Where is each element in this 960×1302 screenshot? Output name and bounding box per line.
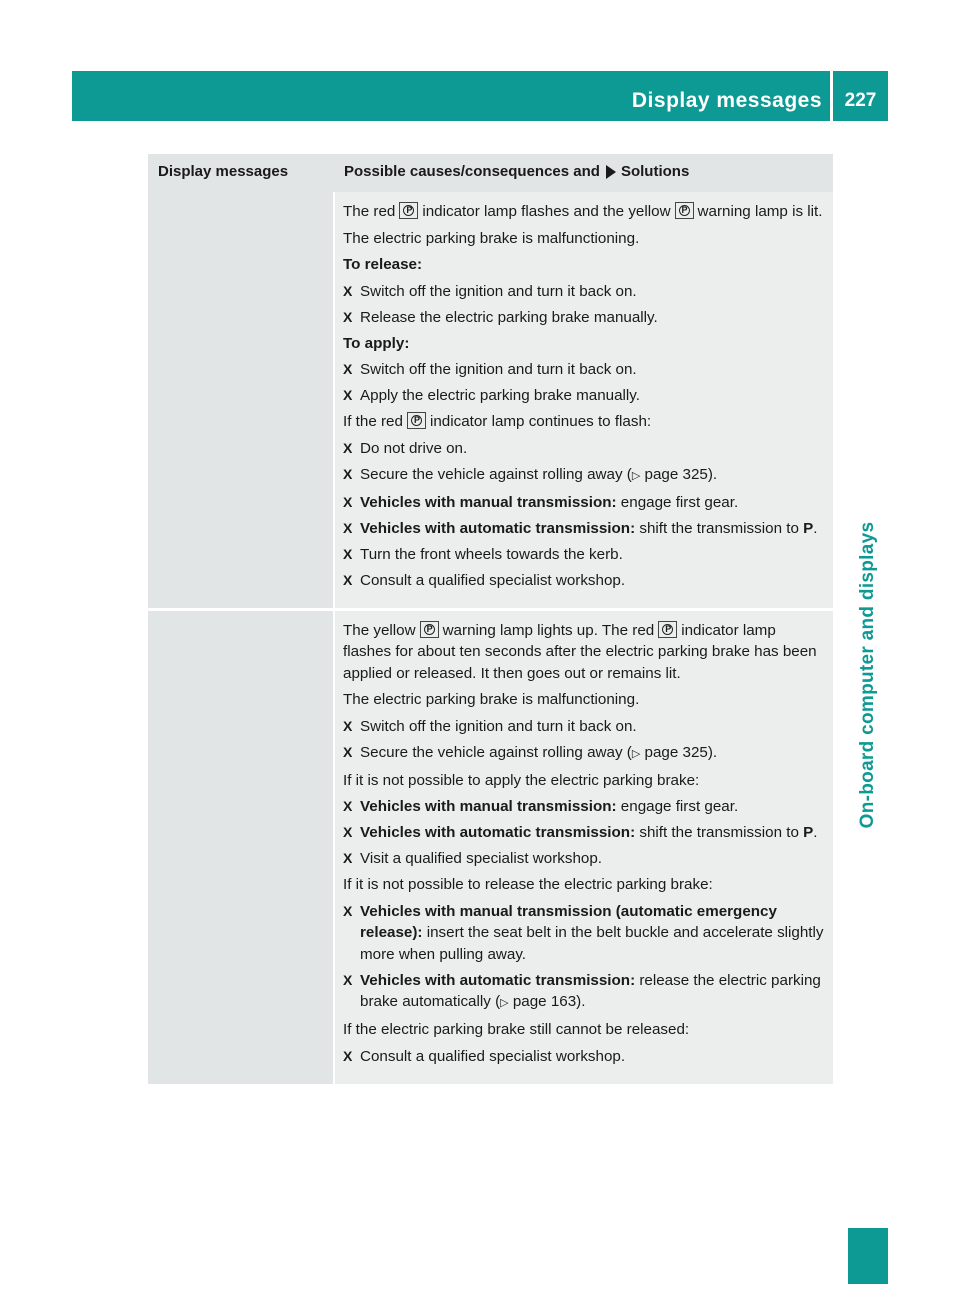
paragraph: If it is not possible to release the electric parking brake:	[343, 876, 713, 893]
apply-heading: To apply:	[343, 334, 410, 352]
paragraph: If the redP indicator lamp continues to flash:	[343, 411, 827, 433]
page-title: Display messages	[631, 89, 822, 112]
step-marker-icon: X	[343, 571, 353, 588]
display-messages-table	[148, 154, 833, 1084]
paragraph: If the electric parking brake still cannot be released:	[343, 1021, 690, 1038]
step-marker-icon: X	[343, 439, 353, 456]
list-item: X Do not drive on.	[343, 438, 827, 460]
paragraph: The electric parking brake is malfunctioning.	[343, 229, 640, 247]
solution-cell	[335, 192, 833, 608]
display-message-cell	[148, 192, 335, 608]
list-item: X Vehicles with automatic transmission: release the electric parking brake automatically (▷ page 163).	[343, 970, 827, 1015]
list-item: X Switch off the ignition and turn it back on.	[343, 281, 827, 303]
list-item: X Secure the vehicle against rolling away (▷ page 325).	[343, 464, 827, 488]
page-reference-link[interactable]: page 325).	[640, 743, 718, 761]
step-marker-icon: X	[343, 493, 353, 510]
step-marker-icon: X	[343, 850, 353, 866]
parking-brake-icon	[420, 621, 439, 638]
column-header-causes: Possible causes/consequences and	[344, 163, 600, 180]
table-row	[148, 608, 833, 1084]
action-arrow-icon	[606, 165, 616, 179]
column-header-solutions-label: Solutions	[620, 163, 690, 180]
step-marker-icon: X	[343, 1047, 353, 1064]
page-reference-arrow-icon: ▷	[500, 997, 509, 1009]
list-item: X Vehicles with manual transmission: engage first gear.	[343, 796, 827, 818]
step-marker-icon: X	[343, 282, 353, 299]
list-item: X Consult a qualified specialist workshop.	[343, 570, 827, 592]
list-item: X Release the electric parking brake manually.	[343, 307, 827, 329]
release-heading: To release:	[343, 256, 423, 273]
step-marker-icon: X	[343, 902, 353, 919]
column-header-solutions	[335, 154, 833, 192]
solution-cell	[335, 611, 833, 1084]
page-reference-arrow-icon: ▷	[631, 469, 641, 482]
list-item: X Vehicles with automatic transmission: shift the transmission to P.	[343, 822, 827, 844]
step-marker-icon: X	[343, 743, 353, 760]
list-item: X Apply the electric parking brake manually.	[343, 385, 827, 407]
step-marker-icon: X	[343, 717, 353, 734]
display-message-cell	[148, 611, 335, 1084]
chapter-marker	[848, 1228, 888, 1284]
parking-brake-icon	[658, 621, 677, 638]
step-marker-icon: X	[343, 361, 353, 377]
list-item: X Consult a qualified specialist workshop.	[343, 1046, 827, 1068]
parking-brake-icon	[407, 412, 426, 429]
page-reference-arrow-icon: ▷	[631, 747, 641, 760]
step-marker-icon: X	[343, 387, 353, 403]
step-marker-icon: X	[343, 545, 353, 562]
list-item: X Switch off the ignition and turn it back on.	[343, 716, 827, 738]
step-marker-icon: X	[343, 824, 353, 840]
column-header-display-messages: Display messages	[158, 163, 289, 180]
list-item: X Vehicles with manual transmission: engage first gear.	[343, 492, 827, 514]
page-reference-link[interactable]: page 163).	[508, 993, 586, 1010]
step-marker-icon: X	[343, 798, 353, 814]
step-marker-icon: X	[343, 971, 353, 988]
step-marker-icon: X	[343, 465, 353, 482]
table-header	[148, 154, 833, 192]
paragraph: The yellowP warning lamp lights up. The redP indicator lamp flashes for about ten seconds after the electric parking brake has been applied or released. It then goes out or remains lit.	[343, 620, 827, 685]
paragraph: The redP indicator lamp flashes and the yellowP warning lamp is lit.	[343, 201, 827, 223]
list-item: X Vehicles with automatic transmission: shift the transmission to P.	[343, 518, 827, 540]
parking-brake-icon	[399, 202, 418, 219]
list-item: X Turn the front wheels towards the kerb.	[343, 544, 827, 566]
step-marker-icon: X	[343, 308, 353, 325]
parking-brake-icon	[675, 202, 694, 219]
paragraph: The electric parking brake is malfunctioning.	[343, 691, 640, 708]
paragraph: If it is not possible to apply the electric parking brake:	[343, 771, 700, 789]
page-reference-link[interactable]: page 325).	[640, 465, 718, 483]
step-marker-icon: X	[343, 519, 353, 536]
list-item: X Vehicles with manual transmission (automatic emergency release): insert the seat belt in the belt buckle and accelerate slightly more when pulling away.	[343, 901, 827, 966]
list-item: X Visit a qualified specialist workshop.	[343, 848, 827, 870]
chapter-label: On-board computer and displays	[857, 521, 878, 829]
list-item: X Switch off the ignition and turn it back on.	[343, 359, 827, 381]
table-row	[148, 192, 833, 608]
page-number: 227	[844, 90, 877, 111]
list-item: X Secure the vehicle against rolling away (▷ page 325).	[343, 742, 827, 766]
